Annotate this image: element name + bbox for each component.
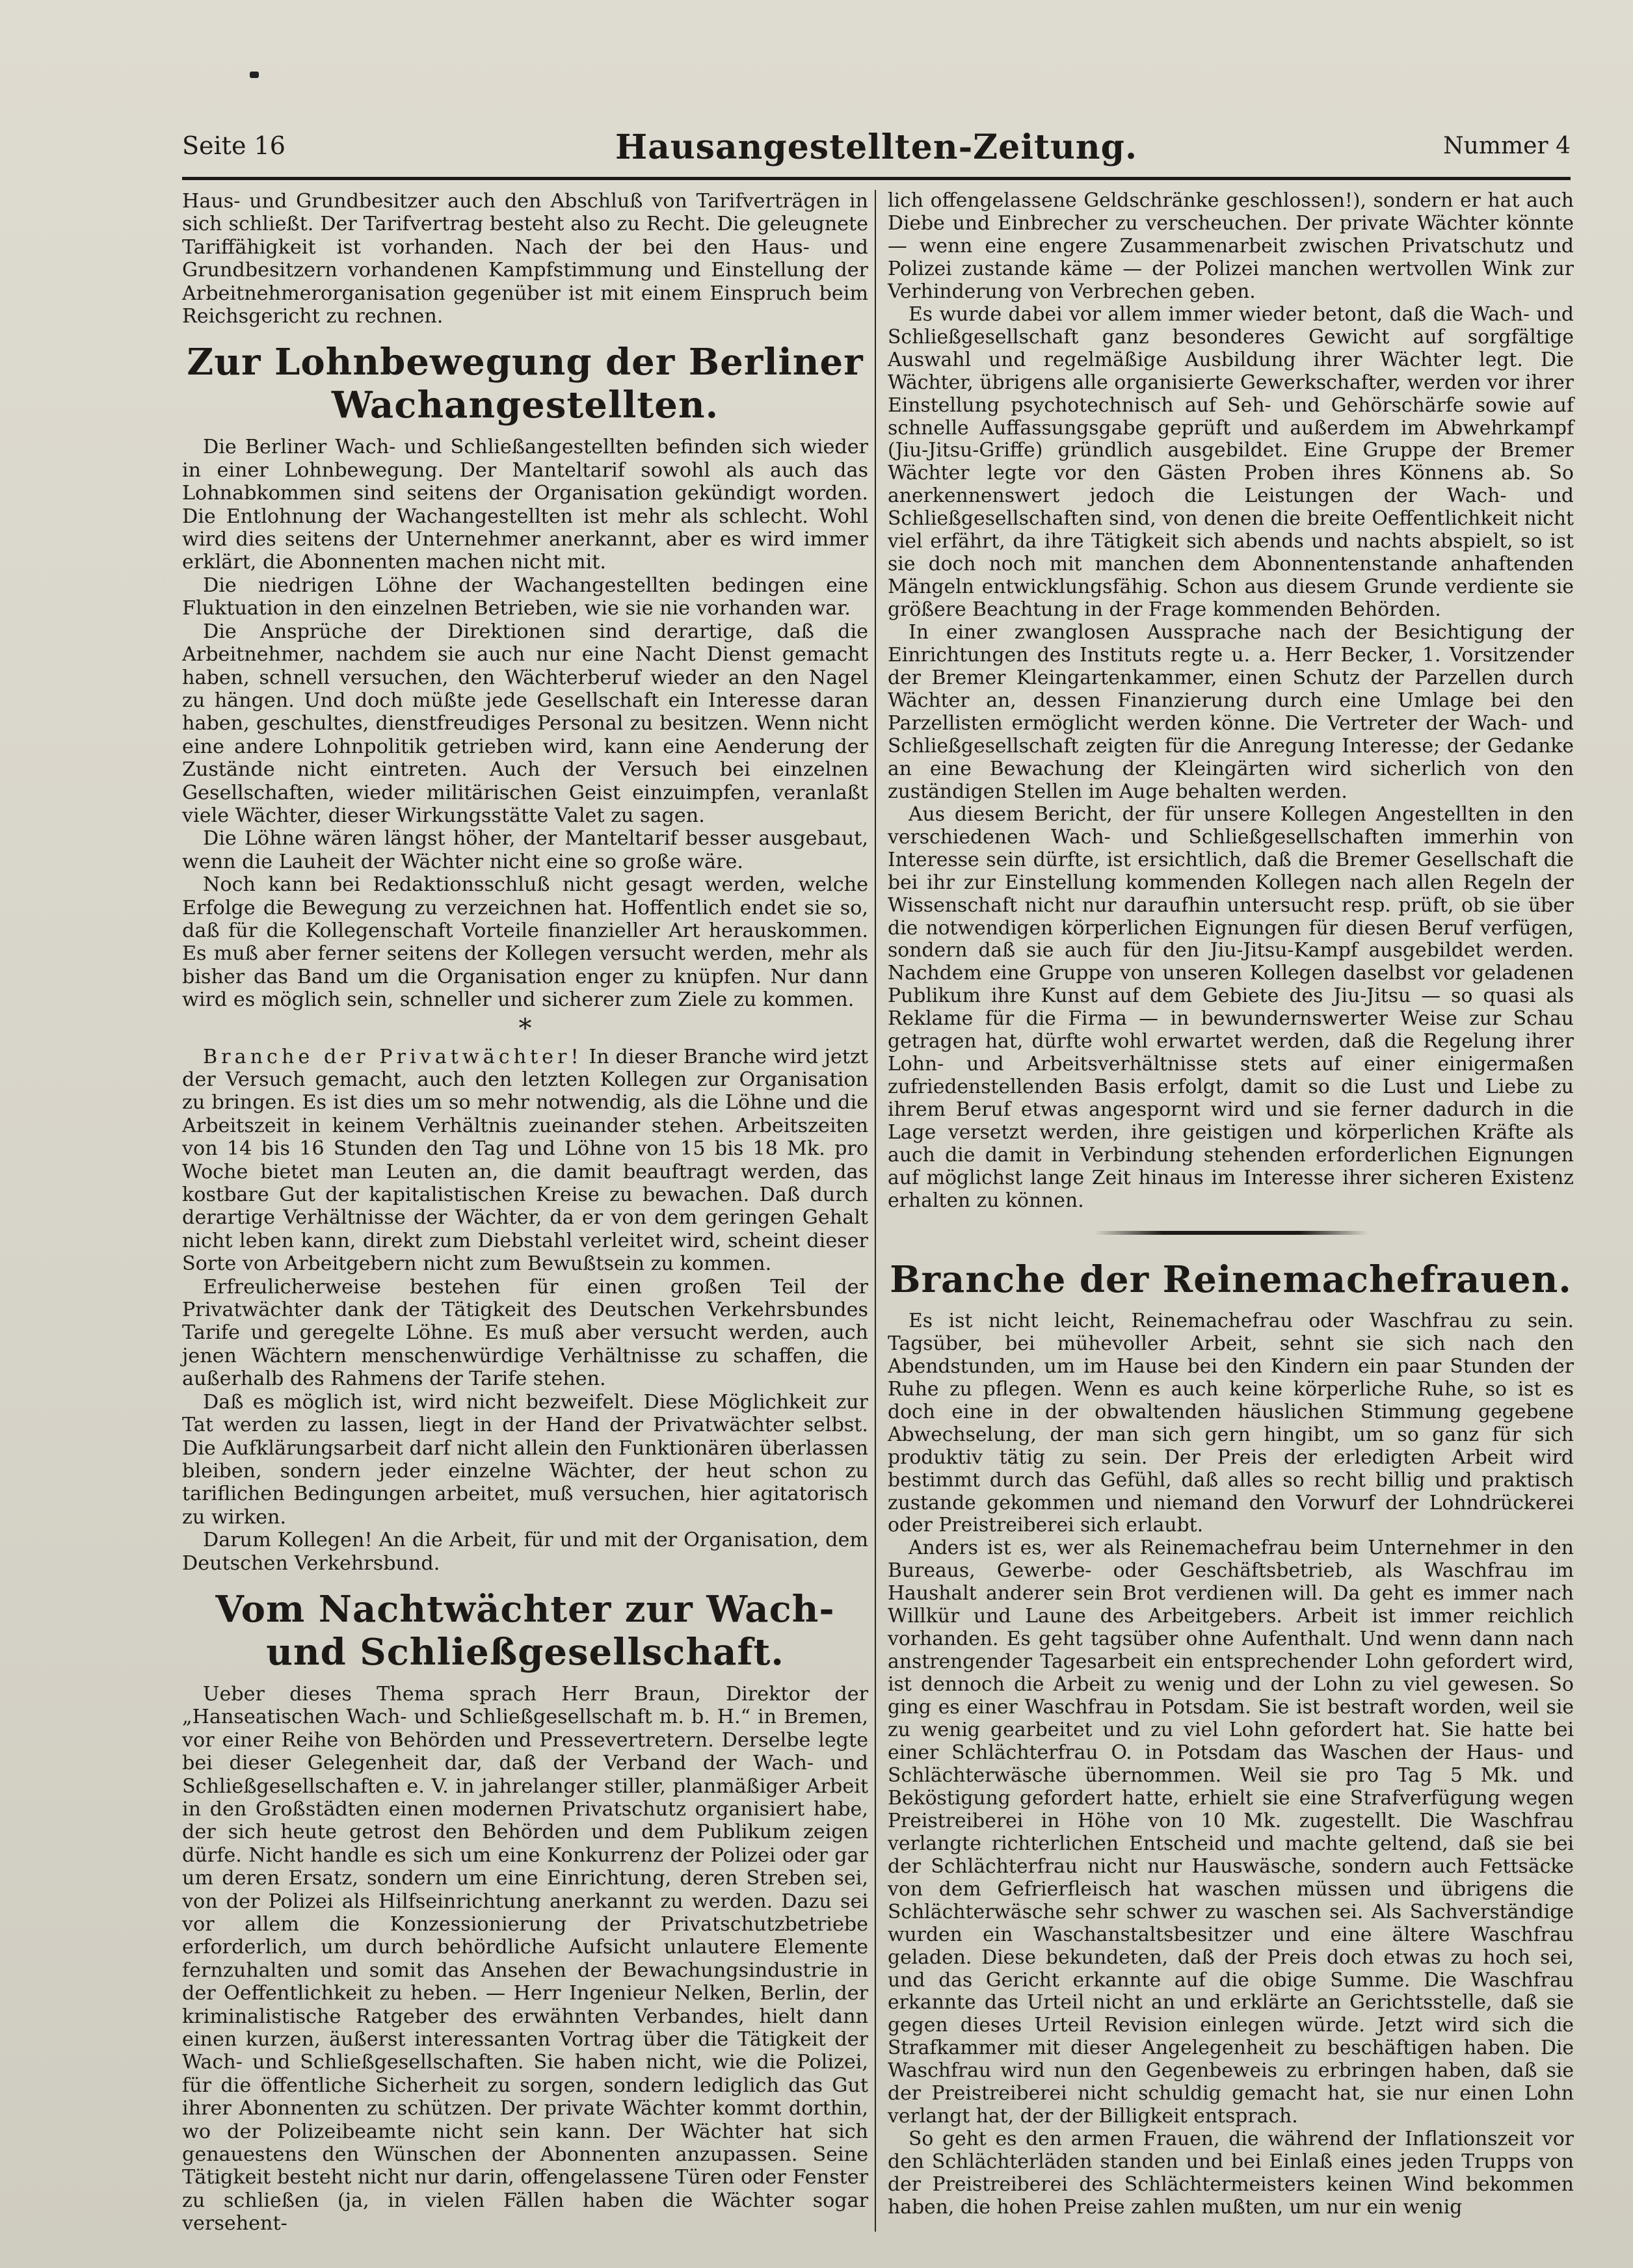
left-column: [182, 190, 868, 2235]
article-paragraph: Erfreulicherweise bestehen für einen großen Teil der Privatwächter dank der Tätigkeit des Deutschen Verkehrsbundes Tarife und geregelte Löhne. Es muß aber versucht werden, auch jenen Wächtern menschenwürdige Verhältnisse zu schaffen, die außerhalb des Rahmens der Tarife stehen.: [182, 1275, 868, 1391]
print-mark: [250, 72, 259, 78]
article-paragraph: Es ist nicht leicht, Reinemachefrau oder Waschfrau zu sein. Tagsüber, bei mühevoller Arbeit, sehnt sie sich nach den Abendstunden, um im Hause bei den Kindern ein paar Stunden der Ruhe zu pflegen. Wenn es auch keine körperliche Ruhe, so ist es doch eine in der obwaltenden häuslichen Stimmung gegebene Abwechselung, der man sich gern hingibt, um so ganz für sich produktiv tätig zu sein. Der Preis der erledigten Arbeit wird bestimmt durch das Gefühl, daß alles so recht billig und praktisch zustande gekommen und niemand den Vorwurf der Lohndrückerei oder Preistreiberei sich erlaubt.: [888, 1309, 1574, 1537]
article-paragraph: Ueber dieses Thema sprach Herr Braun, Direktor der „Hanseatischen Wach- und Schließgesellschaft m. b. H.“ in Bremen, vor einer Reihe von Behörden und Pressevertretern. Derselbe legte bei dieser Gelegenheit dar, daß der Verband der Wach- und Schließgesellschaften e. V. in jahrelanger stiller, planmäßiger Arbeit in den Großstädten einen modernen Privatschutz organisiert habe, der sich heute getrost den Behörden und dem Publikum zeigen dürfe. Nicht handle es sich um eine Konkurrenz der Polizei oder gar um deren Ersatz, sondern um eine Einrichtung, deren Streben sei, von der Polizei als Hilfseinrichtung anerkannt zu werden. Dazu sei vor allem die Konzessionierung der Privatschutzbetriebe erforderlich, um durch behördliche Aufsicht unlautere Elemente fernzuhalten und somit das Ansehen der Bewachungsindustrie in der Oeffentlichkeit zu heben. — Herr Ingenieur Nelken, Berlin, der kriminalistische Ratgeber des erwähnten Verbandes, hielt dann einen kurzen, äußerst interessanten Vortrag über die Tätigkeit der Wach- und Schließgesellschaften. Sie haben nicht, wie die Polizei, für die öffentliche Sicherheit zu sorgen, sondern lediglich das Gut ihrer Abonnenten zu schützen. Der private Wächter kommt dorthin, wo der Polizeibeamte nicht sein kann. Der Wächter hat sich genauestens den Wünschen der Abonnenten anzupassen. Seine Tätigkeit besteht nicht nur darin, offengelassene Türen oder Fenster zu schließen (ja, in vielen Fällen haben die Wächter sogar versehent-: [182, 1682, 868, 2235]
article-paragraph: Darum Kollegen! An die Arbeit, für und mit der Organisation, dem Deutschen Verkehrsbund.: [182, 1529, 868, 1575]
newspaper-title: Hausangestellten-Zeitung.: [615, 127, 1138, 167]
section-asterisk: *: [518, 1013, 532, 1044]
page-number: Seite 16: [182, 131, 285, 160]
column-divider: [875, 190, 876, 2232]
article-paragraph: In einer zwanglosen Aussprache nach der Besichtigung der Einrichtungen des Instituts regte u. a. Herr Becker, 1. Vorsitzender der Bremer Kleingartenkammer, einen Schutz der Parzellen durch Wächter an, dessen Finanzierung durch eine Umlage bei den Parzellisten ermöglicht werden könne. Die Vertreter der Wach- und Schließgesellschaft zeigten für die Anregung Interesse; der Gedanke an eine Bewachung der Kleingärten wird sicherlich von den zuständigen Stellen im Auge behalten werden.: [888, 621, 1574, 803]
paragraph-text: In dieser Branche wird jetzt der Versuch gemacht, auch den letzten Kollegen zur Organisation zu bringen. Es ist dies um so mehr notwendig, als die Löhne und die Arbeitszeit in keinem Verhältnis zueinander stehen. Arbeitszeiten von 14 bis 16 Stunden den Tag und Löhne von 15 bis 18 Mk. pro Woche bietet man Leuten an, die damit beauftragt werden, das kostbare Gut der kapitalistischen Kreise zu bewachen. Daß durch derartige Verhältnisse der Wächter, da er von dem geringen Gehalt nicht leben kann, direkt zum Diebstahl verleitet wird, scheint dieser Sorte von Arbeitgebern nicht zum Bewußtsein zu kommen.: [182, 1045, 868, 1276]
intro-paragraph: Haus- und Grundbesitzer auch den Abschluß von Tarifverträgen in sich schließt. Der Tarifvertrag besteht also zu Recht. Die geleugnete Tariffähigkeit ist vorhanden. Nach der bei den Haus- und Grundbesitzern vorhandenen Kampfstimmung und Einstellung der Arbeitnehmerorganisation gegenüber ist mit einem Einspruch beim Reichsgericht zu rechnen.: [182, 190, 868, 328]
headline-nachtwaechter: Vom Nachtwächter zur Wach- und Schließgesellschaft.: [215, 1587, 835, 1674]
article-paragraph: Noch kann bei Redaktionsschluß nicht gesagt werden, welche Erfolge die Bewegung zu verzeichnen hat. Hoffentlich endet sie so, daß für die Kollegenschaft Vorteile finanzieller Art herauskommen. Es muß aber ferner seitens der Kollegen versucht werden, mehr als bisher das Band um die Organisation enger zu knüpfen. Nur dann wird es möglich sein, schneller und sicherer zum Ziele zu kommen.: [182, 873, 868, 1012]
issue-number: Nummer 4: [1443, 133, 1571, 159]
right-column: [888, 190, 1574, 2219]
header-rule: [182, 177, 1571, 180]
article-paragraph: Die niedrigen Löhne der Wachangestellten bedingen eine Fluktuation in den einzelnen Betrieben, wie sie nie vorhanden war.: [182, 574, 868, 620]
article-paragraph: Aus diesem Bericht, der für unsere Kollegen Angestellten in den verschiedenen Wach- und Schließgesellschaften immerhin von Interesse sein dürfte, ist ersichtlich, daß die Bremer Gesellschaft die bei ihr zur Einstellung kommenden Kollegen nach allen Regeln der Wissenschaft nicht nur daraufhin untersucht resp. prüft, ob sie über die notwendigen körperlichen Eignungen für diesen Beruf verfügen, sondern daß sie auch für den Jiu-Jitsu-Kampf ausgebildet werden. Nachdem eine Gruppe von unseren Kollegen daselbst vor geladenen Publikum ihre Kunst auf dem Gebiete des Jiu-Jitsu — so quasi als Reklame für die Firma — in bewundernswerter Weise zur Schau getragen hat, dürfte wohl erwartet werden, daß die Regelung ihrer Lohn- und Arbeitsverhältnisse stets auf einer einigermaßen zufriedenstellenden Basis erfolgt, damit so die Lust und Liebe zu ihrem Beruf etwas angespornt wird und sie ferner dadurch in die Lage versetzt werden, ihre geistigen und körperlichen Kräfte als auch die damit in Verbindung stehenden erforderlichen Eignungen auf möglichst lange Zeit hinaus im Interesse ihrer sicheren Existenz erhalten zu können.: [888, 802, 1574, 1212]
article-paragraph: Daß es möglich ist, wird nicht bezweifelt. Diese Möglichkeit zur Tat werden zu lassen, liegt in der Hand der Privatwächter selbst. Die Aufklärungsarbeit darf nicht allein den Funktionären überlassen bleiben, sondern jeder einzelne Wächter, der heut schon zu tariflichen Bedingungen arbeitet, muß versuchen, hier agitatorisch zu wirken.: [182, 1390, 868, 1529]
continued-paragraph: lich offengelassene Geldschränke geschlossen!), sondern er hat auch Diebe und Einbrecher zu verscheuchen. Der private Wächter könnte — wenn eine engere Zusammenarbeit zwischen Privatschutz und Polizei zustande käme — der Polizei manchen wertvollen Wink zur Verhinderung von Verbrechen geben.: [888, 189, 1574, 303]
headline-reinemachefrauen: Branche der Reinemachefrauen.: [890, 1258, 1572, 1301]
section-divider: [1095, 1231, 1368, 1235]
spaced-lead: Branche der Privatwächter!: [203, 1045, 583, 1068]
page-header: [182, 127, 1571, 173]
article-paragraph: So geht es den armen Frauen, die während der Inflationszeit vor den Schlächterläden standen und bei Einlaß eines jeden Trupps von der Preistreiberei des Schlächtermeisters keinen Wind bekommen haben, die hohen Preise zahlen mußten, um nur ein wenig: [888, 2128, 1574, 2219]
article-paragraph: Die Löhne wären längst höher, der Manteltarif besser ausgebaut, wenn die Lauheit der Wächter nicht eine so große wäre.: [182, 827, 868, 873]
headline-lohnbewegung: Zur Lohnbewegung der Berliner Wachangestellten.: [187, 341, 864, 427]
article-paragraph: Die Berliner Wach- und Schließangestellten befinden sich wieder in einer Lohnbewegung. Der Manteltarif sowohl als auch das Lohnabkommen sind seitens der Organisation gekündigt worden. Die Entlohnung der Wachangestellten ist mehr als schlecht. Wohl wird dies seitens der Unternehmer anerkannt, aber es wird immer erklärt, die Abonnenten machen nicht mit.: [182, 436, 868, 574]
article-paragraph: Anders ist es, wer als Reinemachefrau beim Unternehmer in den Bureaus, Gewerbe- oder Geschäftsbetrieb, als Waschfrau im Haushalt anderer sein Brot verdienen will. Da geht es immer nach Willkür und Laune des Arbeitgebers. Arbeit ist immer reichlich vorhanden. Es geht tagsüber ohne Aufenthalt. Und wenn dann nach anstrengender Tagesarbeit ein entsprechender Lohn gefordert wird, ist dennoch die Arbeit zu wenig und der Lohn zu viel gewesen. So ging es einer Waschfrau in Potsdam. Sie ist bestraft worden, weil sie zu wenig gearbeitet und zu viel Lohn gefordert hat. Sie hatte bei einer Schlächterfrau O. in Potsdam das Waschen der Haus- und Schlächterwäsche übernommen. Weil sie pro Tag 5 Mk. und Beköstigung gefordert hatte, erhielt sie eine Strafverfügung wegen Preistreiberei in Höhe von 10 Mk. zugestellt. Die Waschfrau verlangte richterlichen Entscheid und machte geltend, daß sie bei der Schlächterfrau nicht nur Hauswäsche, sondern auch Fettsäcke von dem Gefrierfleisch hat waschen müssen und übrigens die Schlächterwäsche sehr schwer zu waschen sei. Als Sachverständige wurden ein Waschanstaltsbesitzer und eine ältere Waschfrau geladen. Diese bekundeten, daß der Preis doch etwas zu hoch sei, und das Gericht erkannte auf die obige Summe. Die Waschfrau erkannte das Urteil nicht an und erklärte an Gerichtsstelle, daß sie gegen dieses Urteil Revision einlegen würde. Jetzt wird sich die Strafkammer mit dieser Angelegenheit zu beschäftigen haben. Die Waschfrau wird nun den Gegenbeweis zu erbringen haben, daß sie der Preistreiberei nicht schuldig gemacht hat, sie nur einen Lohn verlangt hat, der der Billigkeit entsprach.: [888, 1536, 1574, 2128]
article-paragraph: Es wurde dabei vor allem immer wieder betont, daß die Wach- und Schließgesellschaft ganz besonderes Gewicht auf sorgfältige Auswahl und regelmäßige Ausbildung ihrer Wächter legt. Die Wächter, übrigens alle organisierte Gewerkschafter, werden vor ihrer Einstellung psychotechnisch auf Seh- und Gehörschärfe sowie auf schnelle Auffassungsgabe geprüft und außerdem im Abwehrkampf (Jiu-Jitsu-Griffe) gründlich ausgebildet. Eine Gruppe der Bremer Wächter legte vor den Gästen Proben ihres Könnens ab. So anerkennenswert jedoch die Leistungen der Wach- und Schließgesellschaften sind, von denen die breite Oeffentlichkeit nicht viel erfährt, da ihre Tätigkeit sich abends und nachts abspielt, so ist sie doch noch mit manchen dem Abonnentenstande anhaftenden Mängeln entwicklungsfähig. Schon aus diesem Grunde verdiente sie größere Beachtung in der Frage kommenden Behörden.: [888, 302, 1574, 622]
article-paragraph: [182, 1046, 868, 1276]
article-paragraph: Die Ansprüche der Direktionen sind derartige, daß die Arbeitnehmer, nachdem sie auch nur eine Nacht Dienst gemacht haben, schnell versuchen, den Wächterberuf wieder an den Nagel zu hängen. Und doch müßte jede Gesellschaft ein Interesse daran haben, geschultes, dienstfreudiges Personal zu besitzen. Wenn nicht eine andere Lohnpolitik getrieben wird, kann eine Aenderung der Zustände nicht eintreten. Auch der Versuch bei einzelnen Gesellschaften, wieder militärischen Geist einzuimpfen, veranlaßt viele Wächter, dieser Wirkungsstätte Valet zu sagen.: [182, 620, 868, 827]
